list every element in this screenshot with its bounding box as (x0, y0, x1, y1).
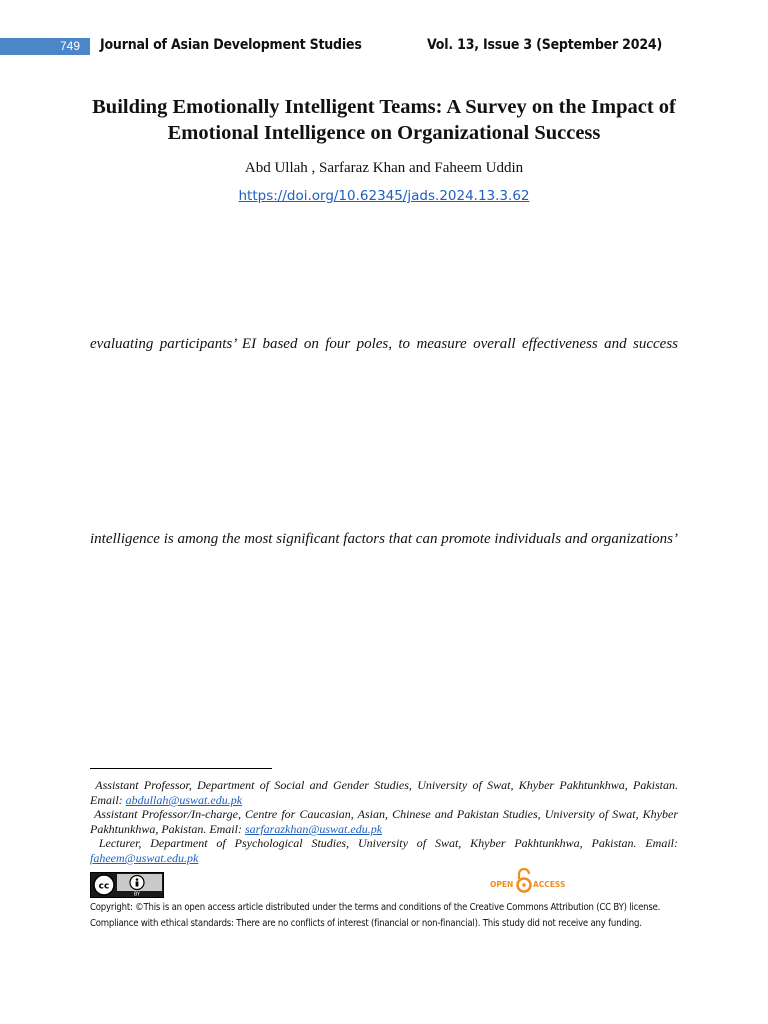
email-link-1[interactable]: abdullah@uswat.edu.pk (125, 793, 243, 807)
svg-text:cc: cc (98, 881, 110, 892)
footnote-author-3 (90, 836, 678, 866)
open-access-access: ACCESS (533, 880, 566, 889)
email-link-3[interactable]: faheem@uswat.edu.pk (90, 851, 199, 865)
copyright-notice: Copyright: ©This is an open access article distributed under the terms and conditions of the Creative Commons Attribution (CC BY) license. (90, 902, 661, 913)
page-number: 749 (60, 39, 81, 53)
footnote-author-2 (90, 807, 678, 837)
open-access-open: OPEN (490, 880, 514, 889)
open-access-logo (490, 866, 570, 894)
body-fragment: evaluating participants’ EI based on four poles, to measure overall effectiveness and success (90, 336, 678, 352)
email-link-2[interactable]: sarfarazkhan@uswat.edu.pk (244, 822, 383, 836)
footnote-text: Assistant Professor/In-charge, Centre for Caucasian, Asian, Chinese and Pakistan Studies, University of Swat, Khyber Pakhtunkhwa, Pakistan. Email: (90, 807, 678, 836)
cc-by-label: BY (133, 891, 141, 897)
journal-volume: Vol. 13, Issue 3 (September 2024) (427, 37, 662, 53)
ethics-statement: Compliance with ethical standards: There are no conflicts of interest (financial or non-financial). This study did not receive any funding. (90, 918, 642, 929)
open-access-lock-icon (490, 866, 570, 894)
footnote-author-1 (90, 778, 678, 808)
footnote-divider (90, 768, 272, 769)
footnote-text: Lecturer, Department of Psychological Studies, University of Swat, Khyber Pakhtunkhwa, Pakistan. Email: (98, 836, 679, 850)
license-block (90, 900, 678, 932)
footnote-text: Assistant Professor, Department of Social and Gender Studies, University of Swat, Khyber Pakhtunkhwa, Pakistan. Email: (90, 778, 678, 807)
article-authors: Abd Ullah , Sarfaraz Khan and Faheem Uddin (244, 160, 524, 176)
body-fragment: intelligence is among the most significant factors that can promote individuals and organizations’ (90, 531, 679, 547)
cc-by-badge-graphic (91, 873, 163, 897)
cc-by-license-icon[interactable] (90, 872, 164, 898)
journal-name: Journal of Asian Development Studies (100, 37, 362, 53)
doi-line (0, 188, 768, 204)
article-title: Building Emotionally Intelligent Teams: A Survey on the Impact of Emotional Intelligence on Organizational Success (92, 96, 676, 144)
doi-link[interactable]: https://doi.org/10.62345/jads.2024.13.3.62 (238, 188, 530, 204)
